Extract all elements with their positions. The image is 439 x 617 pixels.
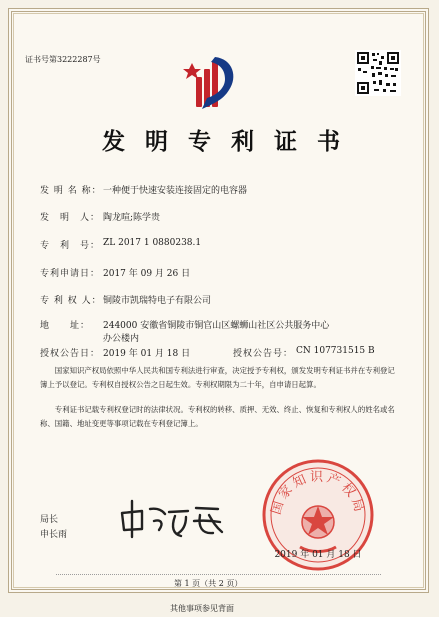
qr-code-icon <box>355 50 401 96</box>
inventor-value: 陶龙喧;陈学贵 <box>103 213 161 223</box>
patentee-label: 专 利 权 人： <box>40 296 102 306</box>
application-date-value: 2017 年 09 月 26 日 <box>103 269 191 279</box>
address-label: 地 址： <box>40 321 91 331</box>
seal-date: 2019 年 01 月 18 日 <box>274 550 362 560</box>
invention-name-value: 一种便于快速安装连接固定的电容器 <box>103 186 248 196</box>
back-note: 其他事项参见背面 <box>170 604 234 613</box>
application-date-label: 专利申请日： <box>40 269 101 279</box>
page-indicator: 第 1 页（共 2 页） <box>174 579 243 588</box>
director-signature <box>114 497 226 541</box>
certificate-number: 证书号第3222287号 <box>25 55 101 64</box>
grant-statement-paragraph: 国家知识产权局依照中华人民共和国专利法进行审查，决定授予专利权，颁发发明专利证书并在专利登记簿上予以登记。专利权自授权公告之日起生效。专利权期限为二十年，自申请日起算。 <box>40 366 395 389</box>
director-role-label: 局长 <box>40 515 59 525</box>
grant-number-value: CN 107731515 B <box>296 346 375 356</box>
official-seal <box>258 455 378 575</box>
grant-date-value: 2019 年 01 月 18 日 <box>103 349 191 359</box>
certificate-title: 发 明 专 利 证 书 <box>102 128 347 155</box>
address-value-line-1: 244000 安徽省铜陵市铜官山区螺蛳山社区公共服务中心 <box>103 321 330 331</box>
grant-date-label: 授权公告日： <box>40 349 101 359</box>
patent-office-logo-icon <box>180 51 240 115</box>
legal-status-paragraph: 专利证书记载专利权登记时的法律状况。专利权的转移、质押、无效、终止、恢复和专利权人的姓名或名称、国籍、地址变更等事项记载在专利登记簿上。 <box>40 405 395 428</box>
seal-text: 国家知识产权局 <box>268 470 368 517</box>
inventor-label: 发 明 人： <box>40 213 101 223</box>
footer-divider <box>56 574 381 575</box>
patent-number-value: ZL 2017 1 0880238.1 <box>103 238 202 248</box>
director-name-label: 申长雨 <box>40 530 68 540</box>
patentee-value: 铜陵市凯瑞特电子有限公司 <box>103 296 212 306</box>
grant-number-label: 授权公告号： <box>233 349 294 359</box>
address-value-line-2: 办公楼内 <box>103 334 140 344</box>
patent-number-label: 专 利 号： <box>40 241 101 251</box>
invention-name-label: 发 明 名 称： <box>40 186 102 196</box>
